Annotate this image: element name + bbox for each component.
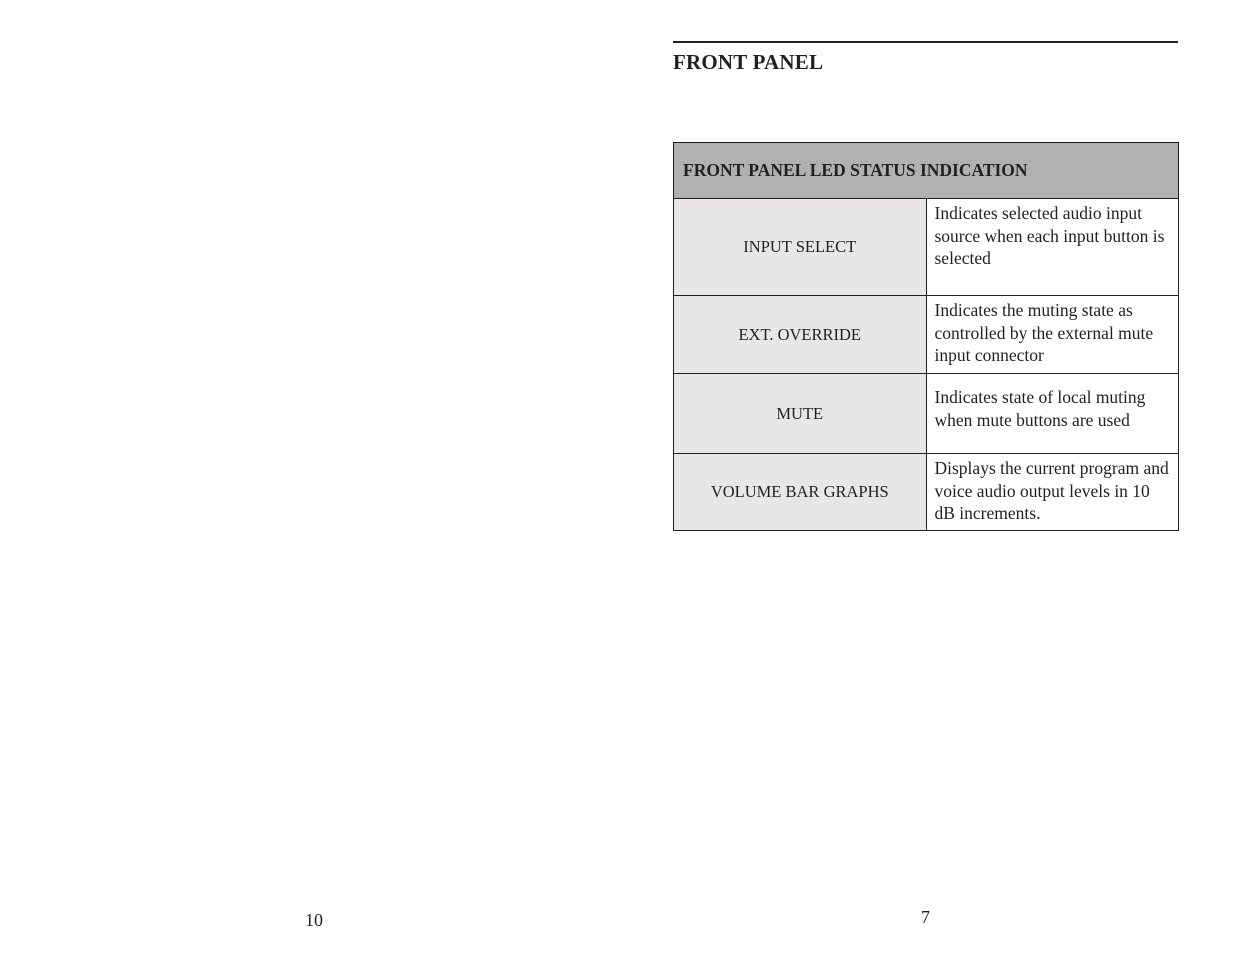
row-label: INPUT SELECT: [674, 199, 927, 296]
row-description: Indicates selected audio input source when each input button is selected: [926, 199, 1179, 296]
section-rule: [673, 41, 1178, 43]
row-description: Displays the current program and voice audio output levels in 10 dB increments.: [926, 454, 1179, 531]
page-number-left: 10: [305, 910, 323, 930]
row-label: EXT. OVERRIDE: [674, 296, 927, 374]
row-description: Indicates state of local muting when mute buttons are used: [926, 374, 1179, 454]
table-header: FRONT PANEL LED STATUS INDICATION: [674, 143, 1179, 199]
row-label: MUTE: [674, 374, 927, 454]
row-label: VOLUME BAR GRAPHS: [674, 454, 927, 531]
table-header-row: [674, 143, 1179, 199]
section-title: FRONT PANEL: [673, 50, 824, 74]
table-row: [674, 454, 1179, 531]
led-status-table: [673, 142, 1179, 531]
row-description: Indicates the muting state as controlled by the external mute input connector: [926, 296, 1179, 374]
table-row: [674, 199, 1179, 296]
page-number-right: 7: [921, 907, 930, 927]
table-row: [674, 296, 1179, 374]
table-row: [674, 374, 1179, 454]
